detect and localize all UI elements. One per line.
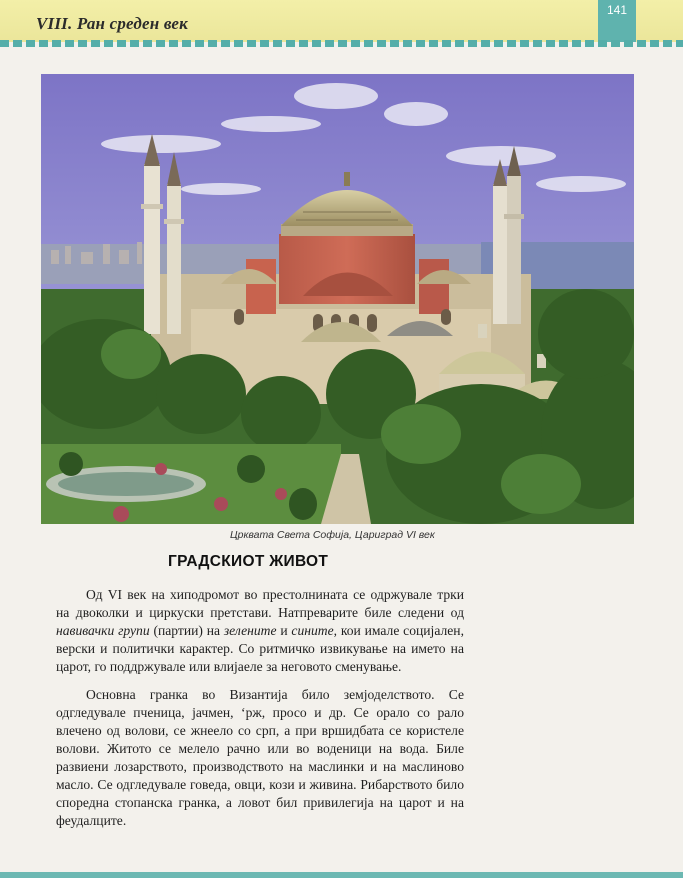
photo-caption: Црквата Света Софија, Цариград VI век bbox=[230, 529, 435, 541]
chapter-title: VIII. Ран среден век bbox=[36, 14, 188, 33]
paragraph-1-text: (партии) на bbox=[149, 623, 224, 638]
paragraph-1-text: , кои имале социјален, верски и политички карактер. Со ритмичко извикување на името на царот, го поддржувале или влијаеле за неговото сменување. bbox=[56, 623, 464, 674]
header-dashed-rule bbox=[0, 40, 683, 47]
italic-term-greens: зелените bbox=[223, 623, 277, 638]
paragraph-1-text: и bbox=[276, 623, 292, 638]
italic-term-fan-groups: навивачки групи bbox=[56, 623, 150, 638]
hagia-sophia-photo bbox=[41, 74, 634, 524]
bottom-stripe bbox=[0, 872, 683, 878]
page-number: 141 bbox=[606, 3, 628, 17]
paragraph-1 bbox=[56, 586, 464, 676]
paragraph-2: Основна гранка во Византија било земјоделството. Се одгледувале пченица, јачмен, ‘рж, просо и др. Се орало со рало влечено од волови, се жнеело со срп, а при вршидбата се користеле волови. Житото се мелело рачно или во воденици на вода. Биле развиени лозарството, производството на маслинки и на маслиново масло. Се одгледувале говеда, овци, кози и живина. Рибарството било споредна стопанска гранка, а ловот бил привилегија на царот и на феудалците. bbox=[56, 687, 464, 828]
paragraph-1-text: Од VI век на хиподромот во престолнината се одржувале трки на двоколки и циркуски претстави. Натпреварите биле следени од bbox=[56, 587, 464, 620]
italic-term-blues: сините bbox=[291, 623, 334, 638]
section-heading: ГРАДСКИОТ ЖИВОТ bbox=[168, 553, 329, 570]
